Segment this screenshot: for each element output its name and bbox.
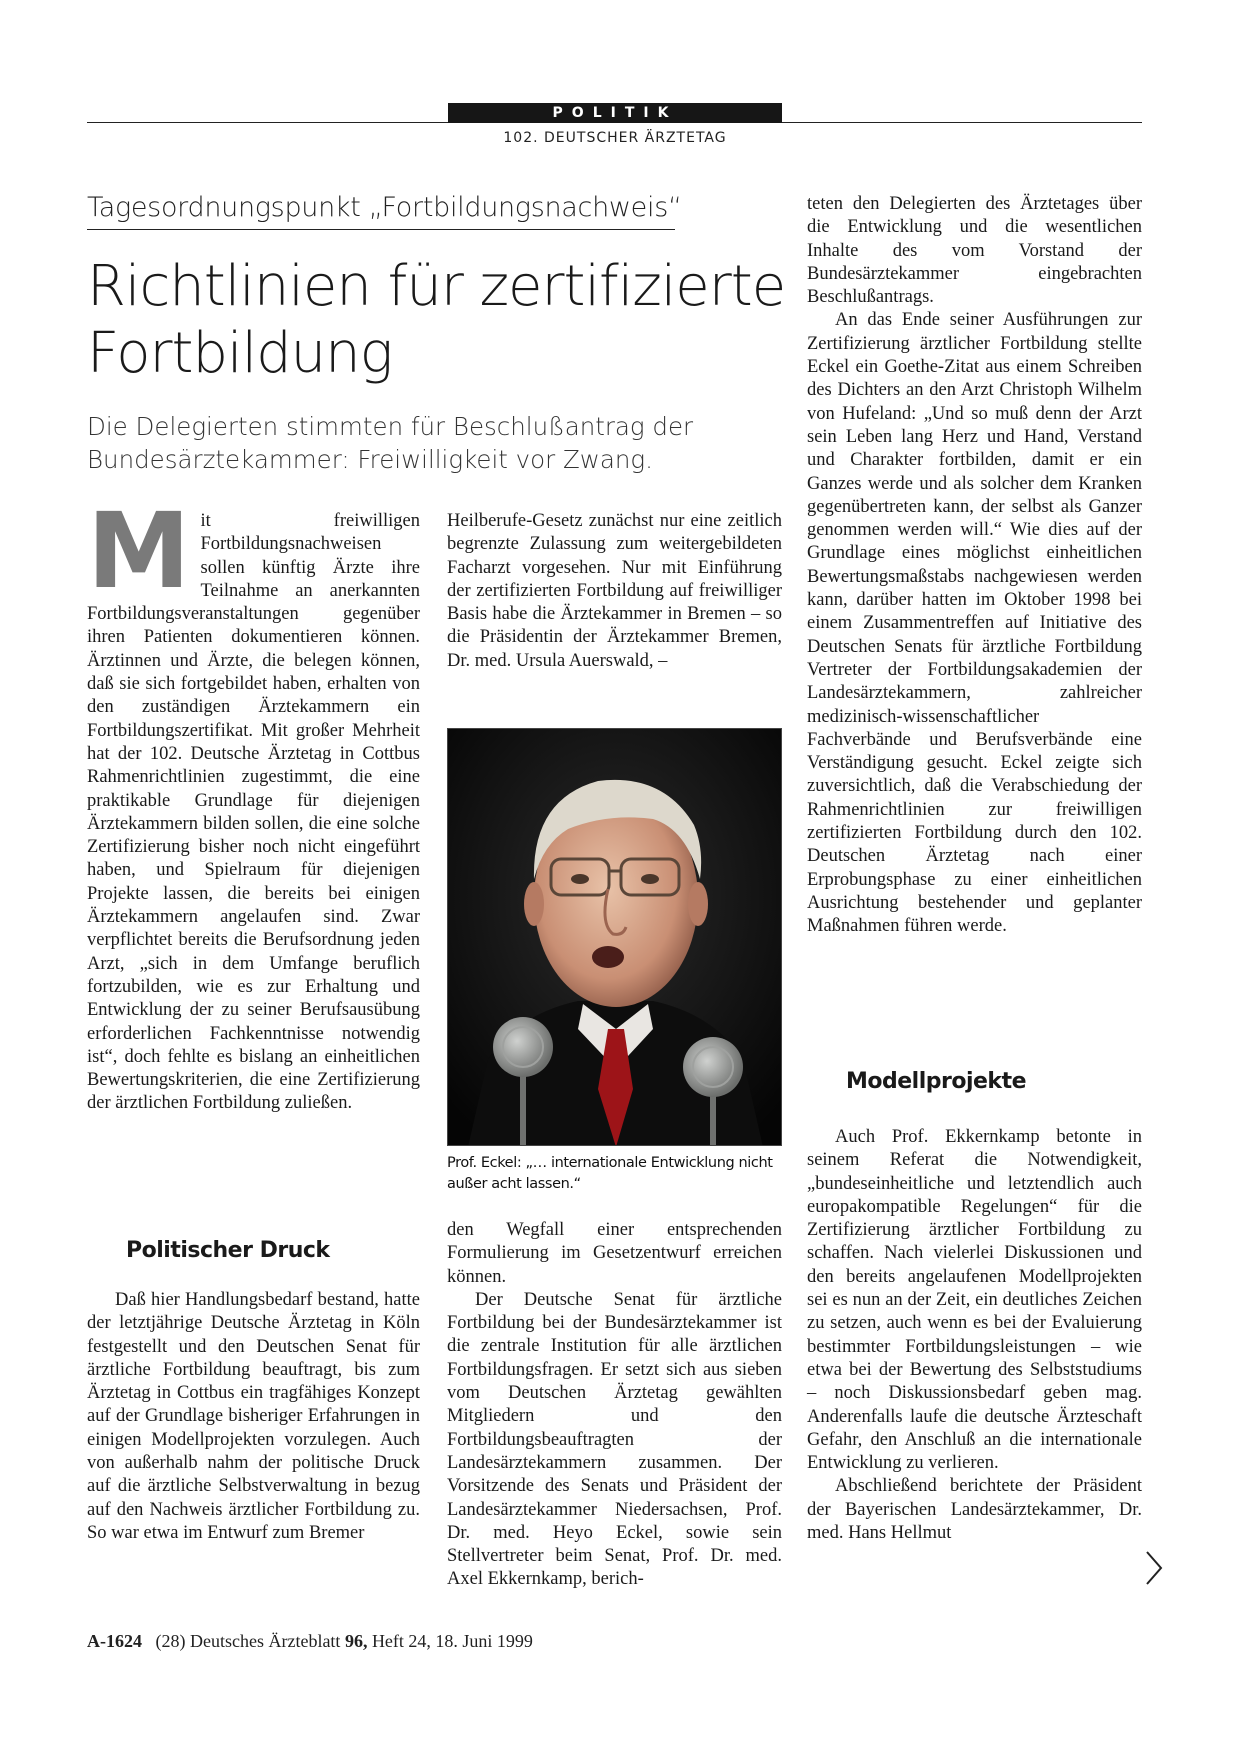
photo-caption — [447, 1153, 787, 1195]
speaker-photo-illustration — [448, 729, 782, 1146]
paragraph: Der Deutsche Senat für ärztliche Fortbildung bei der Bundesärztekammer ist die zentrale Institution für alle ärztlichen Fortbildungsfragen. Er setzt sich aus sieben vom Deutschen Ärztetag gewählten Mitgliedern und den Fortbildungsbeauftragten der Landesärztekammern zusammen. Der Vorsitzende des Senats und Präsident der Landesärztekammer Niedersachsen, Prof. Dr. med. Heyo Eckel, sowie sein Stellvertreter beim Senat, Prof. Dr. med. Axel Ekkernkamp, berich- — [447, 1289, 782, 1590]
paragraph: teten den Delegierten des Ärztetages über die Entwicklung und die wesentlichen Inhalte des vom Vorstand der Bundesärztekammer eingebrachten Beschlußantrags. — [807, 194, 1142, 308]
article-headline — [87, 253, 807, 387]
issue-date: Heft 24, 18. Juni 1999 — [371, 1631, 533, 1651]
journal-name: (28) Deutsches Ärzteblatt — [155, 1631, 341, 1651]
paragraph: Abschließend berichtete der Präsident der Bayerischen Landesärztekammer, Dr. med. Hans Hellmut — [807, 1476, 1142, 1544]
article-deck — [87, 410, 727, 476]
column-1 — [87, 490, 420, 1116]
section-label: POLITIK — [448, 103, 782, 123]
caption-line: Prof. Eckel: „… internationale Entwicklung nicht — [447, 1155, 773, 1171]
headline-line: Richtlinien für zertifizierte — [87, 254, 786, 319]
paragraph: den Wegfall einer entsprechenden Formulierung im Gesetzentwurf erreichen können. — [447, 1220, 782, 1287]
deck-line: Die Delegierten stimmten für Beschlußantrag der — [87, 412, 694, 441]
drop-cap: M — [87, 490, 191, 612]
journal-volume: 96, — [344, 1631, 368, 1651]
subheading-modellprojekte: Modellprojekte — [846, 1069, 1026, 1094]
deck-line: Bundesärztekammer: Freiwilligkeit vor Zwang. — [87, 445, 653, 474]
subheading-politischer-druck: Politischer Druck — [126, 1238, 330, 1263]
paragraph: it freiwilligen Fortbildungsnachweisen sollen künftig Ärzte ihre Teilnahme an anerkannten Fortbildungsveranstaltungen gegenüber ihren Patienten dokumentieren können. Ärztinnen und Ärzte, die belegen können, daß sie sich fortgebildet haben, erhalten von den zuständigen Ärztekammern ein Fortbildungszertifikat. Mit großer Mehrheit hat der 102. Deutsche Ärztetag in Cottbus Rahmenrichtlinien zugestimmt, die eine praktikable Grundlage für diejenigen Ärztekammern bilden sollen, die eine solche Zertifizierung bisher noch nicht eingeführt haben, und Spielraum für diejenigen Projekte lassen, die bereits bei einigen Ärztekammern angelaufen sind. Zwar verpflichtet bereits die Berufsordnung jeden Arzt, „sich in dem Umfange beruflich fortzubilden, wie es zur Erhaltung und Entwicklung der zu seiner Berufsausübung erforderlichen Fachkenntnisse notwendig ist“, doch fehlte es bislang an einheitlichen Bewertungskriterien, die eine Zertifizierung der ärztlichen Fortbildung zuließen. — [87, 511, 420, 1114]
column-3 — [807, 193, 1142, 939]
page-footer — [87, 1631, 533, 1652]
page-number: A-1624 — [87, 1631, 142, 1651]
headline-line: Fortbildung — [87, 321, 393, 386]
column-3-continued — [807, 1126, 1142, 1545]
paragraph: Heilberufe-Gesetz zunächst nur eine zeitlich begrenzte Zulassung zum weitergebildeten Facharzt vorgesehen. Nur mit Einführung der zertifizierten Fortbildung auf freiwilliger Basis habe die Ärztekammer in Bremen – so die Präsidentin der Ärztekammer Bremen, Dr. med. Ursula Auerswald, – — [447, 511, 782, 671]
paragraph: Daß hier Handlungsbedarf bestand, hatte der letztjährige Deutsche Ärztetag in Köln festgestellt und den Deutschen Senat für ärztliche Fortbildung beauftragt, bis zum Ärztetag in Cottbus ein tragfähiges Konzept auf der Grundlage bisheriger Erfahrungen in einigen Modellprojekten vorzulegen. Auch von außerhalb nahm der politische Druck auf die ärztliche Selbstverwaltung in bezug auf den Nachweis ärztlicher Fortbildung zu. So war etwa im Entwurf zum Bremer — [87, 1290, 420, 1543]
section-subtitle: 102. DEUTSCHER ÄRZTETAG — [503, 130, 727, 146]
column-2 — [447, 510, 782, 673]
paragraph: Auch Prof. Ekkernkamp betonte in seinem Referat die Notwendigkeit, „bundeseinheitliche und letztendlich auch europakompatible Regelungen“ für die Zertifizierung ärztlicher Fortbildung zu schaffen. Nach vielerlei Diskussionen und den bereits angelaufenen Modellprojekten sei es nun an der Zeit, ein deutliches Zeichen zu setzen, auch wenn es bei der Evaluierung bestimmter Fortbildungsleistungen – wie etwa bei der Bewertung des Selbststudiums – noch Diskussionsbedarf geben mag. Anderenfalls laufe die deutsche Ärzteschaft Gefahr, den Anschluß an die internationale Entwicklung zu verlieren. — [807, 1127, 1142, 1474]
caption-line: außer acht lassen.“ — [447, 1176, 581, 1192]
photo-prof-eckel — [447, 728, 782, 1146]
article-kicker: Tagesordnungspunkt „Fortbildungsnachweis“ — [87, 192, 675, 230]
paragraph: An das Ende seiner Ausführungen zur Zertifizierung ärztlicher Fortbildung stellte Eckel ein Goethe-Zitat aus einem Schreiben des Dichters an den Arzt Christoph Wilhelm von Hufeland: „Und so muß denn der Arzt sein Leben lang Herz und Hand, Verstand und Charakter fortbilden, damit er ein Ganzes werde und als solcher dem Kranken gegenübertreten kann, der selbst als Ganzer genommen werden will.“ Wie dies auf der Grundlage eines möglichst einheitlichen Bewertungsmaßstabs nachgewiesen werden kann, darüber hatten im Oktober 1998 bei einem Zusammentreffen auf Initiative des Deutschen Senats für ärztliche Fortbildung Vertreter der Fortbildungsakademien der Landesärztekammern, zahlreicher medizinisch-wissenschaftlicher Fachverbände und Berufsverbände eine Verständigung gesucht. Eckel zeigte sich zuversichtlich, daß die Verabschiedung der Rahmenrichtlinien zur freiwilligen zertifizierten Fortbildung durch den 102. Deutschen Ärztetag nach einer Erprobungsphase zu einer einheitlichen Ausrichtung bestehender und geplanter Maßnahmen führen werde. — [807, 310, 1142, 937]
column-2-continued — [447, 1219, 782, 1592]
continue-arrow-icon — [1145, 1550, 1163, 1586]
column-1-continued — [87, 1289, 420, 1545]
